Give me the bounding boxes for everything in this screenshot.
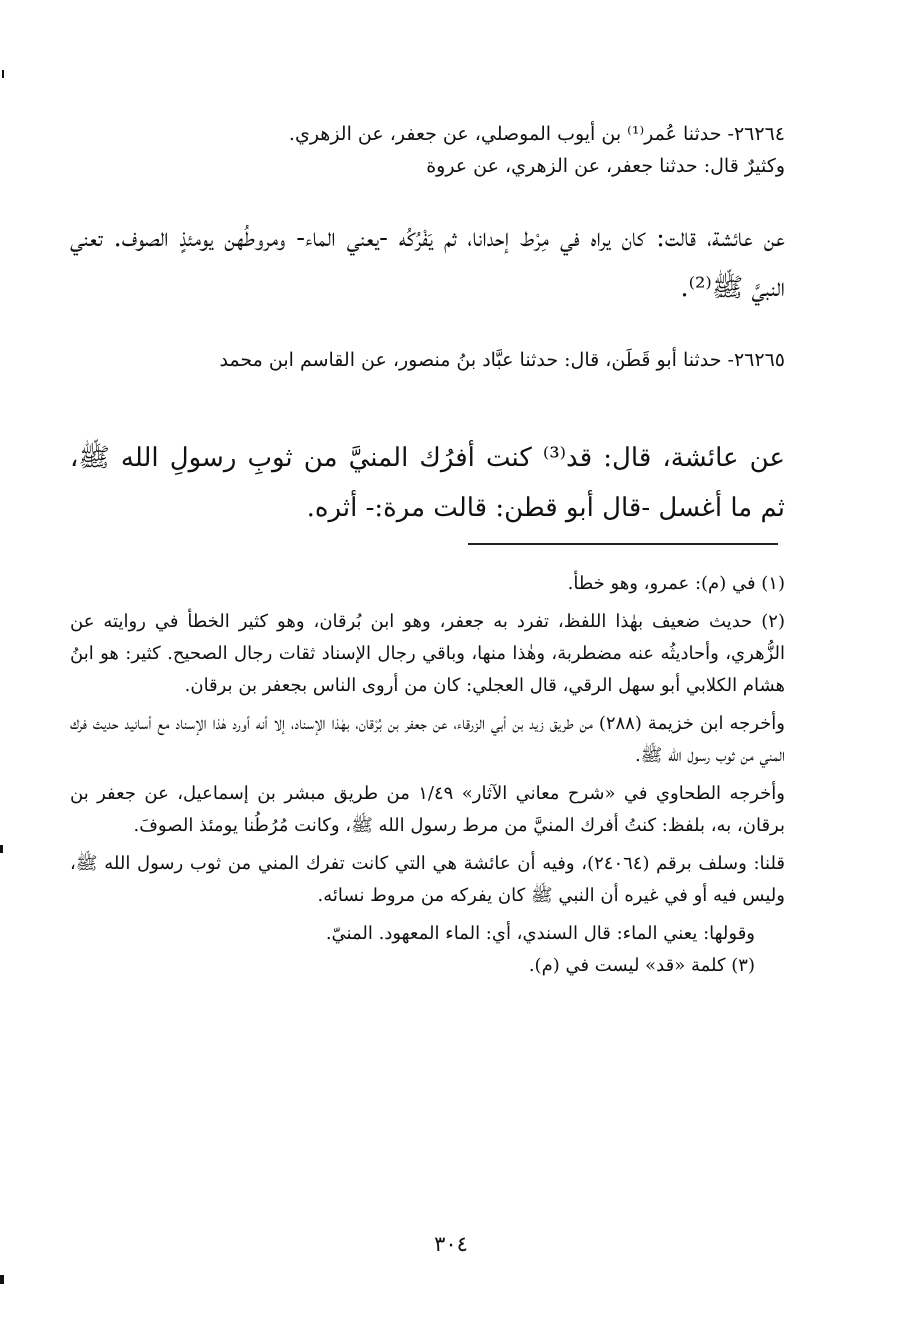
footnote-paragraph: وأخرجه ابن خزيمة (٢٨٨) من طريق زيد بن أبي الزرقاء، عن جعفر بن بُرْقان، بهٰذا الإسناد، إلا أنه أورد هٰذا الإسناد مع أسانيد حديث فرك المني من ثوب رسول الله ﷺ.: [70, 713, 785, 766]
footnote-paragraph: وقولها: يعني الماء: قال السندي، أي: الماء المعهود. المنيّ.: [325, 923, 755, 944]
hadith-26265-matn: عن عائشة، قال: قد⁽³⁾ كنت أفرُك المنيَّ من ثوبِ رسولِ الله ﷺ، ثم ما أغسل -قال أبو قطن: قالت مرة:- أثره.: [70, 443, 785, 523]
footnote-divider: [468, 543, 778, 545]
footnote: (١) في (م): عمرو، وهو خطأ.: [567, 573, 785, 594]
hadith-26264-matn: عن عائشة، قالت: كان يراه في مِرْط إحدانا، ثم يَفْرُكُه -يعني الماء- ومروطُهن يومئذٍ الصوف. تعني النبيَّ ﷺ⁽²⁾.: [70, 223, 785, 303]
footnote-paragraph: قلنا: وسلف برقم (٢٤٠٦٤)، وفيه أن عائشة هي التي كانت تفرك المني من ثوب رسول الله ﷺ، وليس فيه أو في غيره أن النبي ﷺ كان يفركه من مروط نسائه.: [70, 853, 786, 906]
hadith-26265-isnad: ٢٦٢٦٥- حدثنا أبو قَطَن، قال: حدثنا عبَّاد بنُ منصور، عن القاسم ابن محمد: [219, 349, 785, 371]
page-number: ٣٠٤: [434, 1232, 468, 1256]
scan-mark: [2, 70, 4, 78]
isnad-line: ٢٦٢٦٤- حدثنا عُمر⁽¹⁾ بن أيوب الموصلي، عن جعفر، عن الزهري.: [288, 123, 785, 145]
footnotes: [70, 568, 785, 982]
scan-mark: [0, 1275, 4, 1284]
footnote-paragraph: وأخرجه الطحاوي في «شرح معاني الآثار» ١/٤٩ من طريق مبشر بن إسماعيل، عن جعفر بن برقان، به، بلفظ: كنتُ أفرك المنيَّ من مرط رسول الله ﷺ، وكانت مُرُطُنا يومئذ الصوفَ.: [70, 783, 785, 836]
footnote: (٣) كلمة «قد» ليست في (م).: [528, 955, 755, 976]
hadith-26264-isnad: [70, 118, 785, 182]
isnad-line: وكثيرٌ قال: حدثنا جعفر، عن الزهري، عن عروة: [426, 155, 785, 177]
footnote: (٢) حديث ضعيف بهٰذا اللفظ، تفرد به جعفر، وهو ابن بُرقان، وهو كثير الخطأ في روايته عن الزُّهري، وأحاديثُه عنه مضطربة، وهٰذا منها، وباقي رجال الإسناد ثقات رجال الصحيح. كثير: هو ابنُ هشام الكلابي أبو سهل الرقي، قال العجلي: كان من أروى الناس بجعفر بن برقان.: [70, 611, 785, 696]
scan-mark: [0, 845, 3, 853]
